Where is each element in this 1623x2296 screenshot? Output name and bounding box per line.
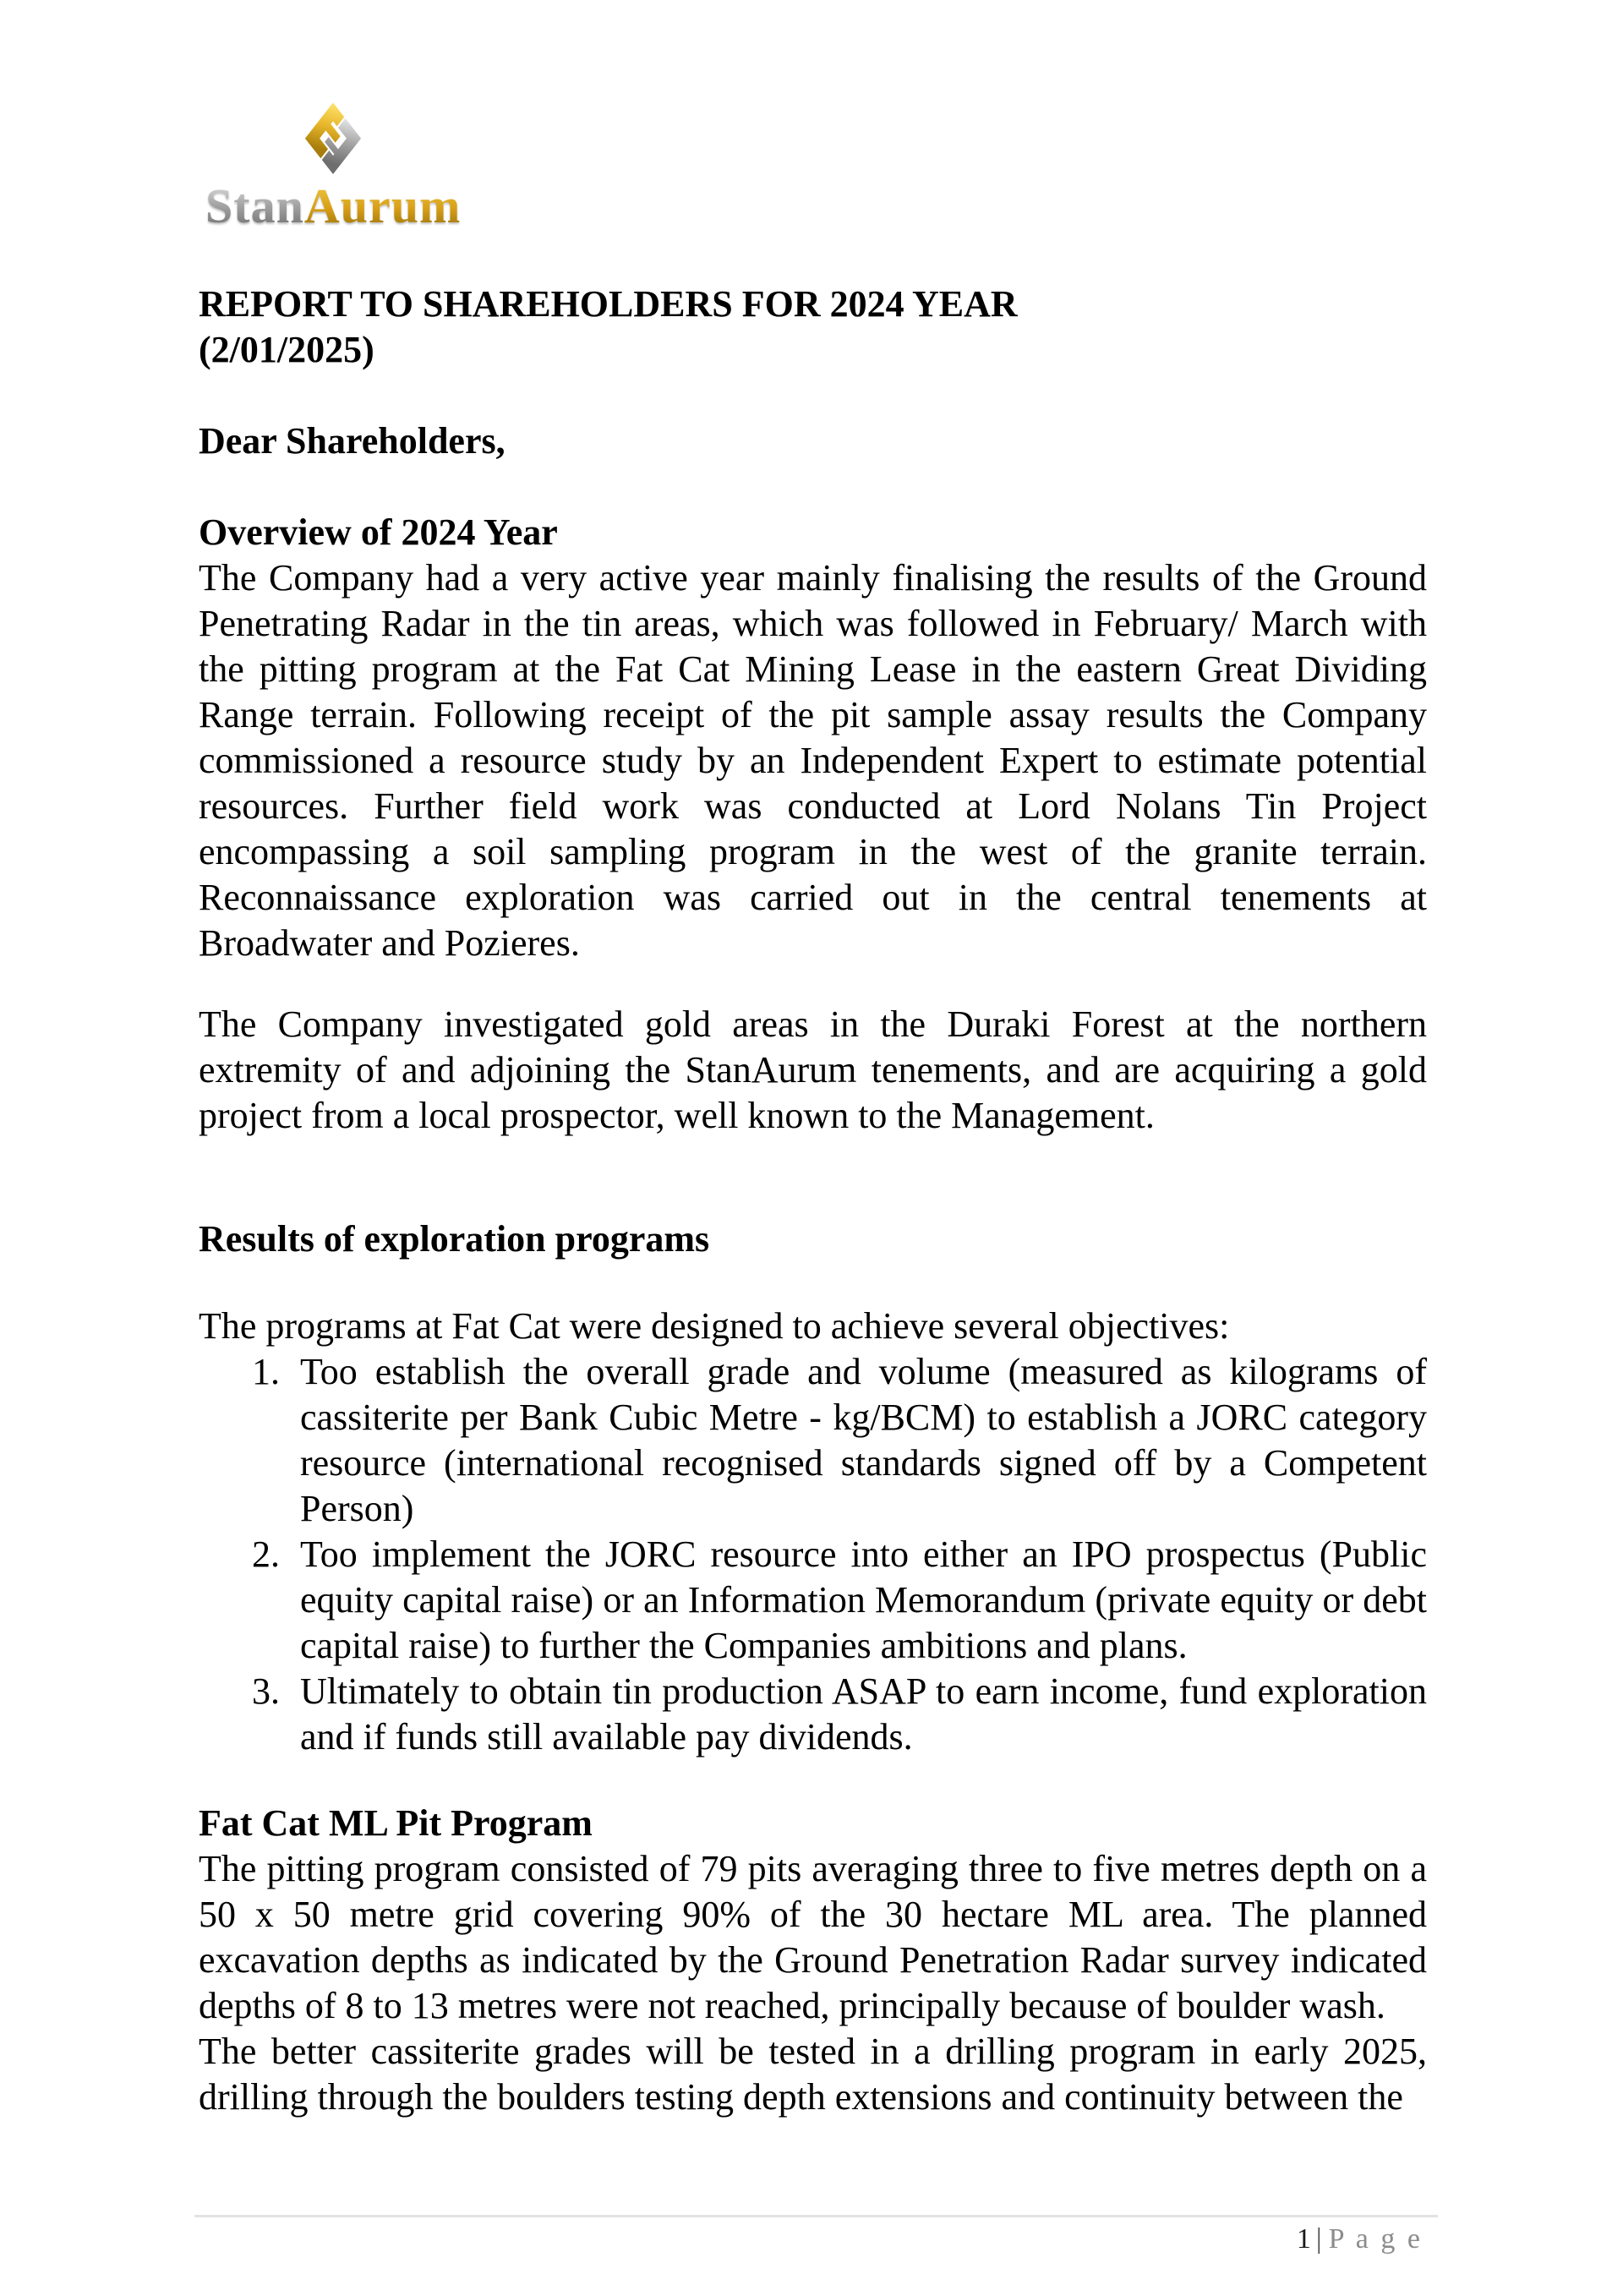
fatcat-paragraph-2: The better cassiterite grades will be tested in a drilling program in early 2025, drilling through the boulders testing depth extensions and continuity between the	[199, 2031, 1427, 2118]
footer-page-label: P a g e	[1328, 2223, 1423, 2255]
page-number: 1	[1296, 2223, 1311, 2255]
page-footer	[194, 2215, 1438, 2256]
report-date: (2/01/2025)	[199, 329, 374, 370]
objectives-intro: The programs at Fat Cat were designed to achieve several objectives:	[199, 1305, 1230, 1347]
company-logo	[205, 95, 1427, 233]
objective-item-2: Too implement the JORC resource into either an IPO prospectus (Public equity capital raise) or an Information Memorandum (private equity or debt capital raise) to further the Companies ambitions and plans.	[300, 1533, 1427, 1666]
overview-paragraph-1: The Company had a very active year mainly finalising the results of the Ground Penetrating Radar in the tin areas, which was followed in February/ March with the pitting program at the Fat Cat Mining Lease in the eastern Great Dividing Range terrain. Following receipt of the pit sample assay results the Company commissioned a resource study by an Independent Expert to estimate potential resources. Further field work was conducted at Lord Nolans Tin Project encompassing a soil sampling program in the west of the granite terrain. Reconnaissance exploration was carried out in the central tenements at Broadwater and Pozieres.	[199, 557, 1427, 964]
section-heading-overview: Overview of 2024 Year	[199, 511, 558, 553]
overview-paragraph-2: The Company investigated gold areas in the Duraki Forest at the northern extremity of and adjoining the StanAurum tenements, and are acquiring a gold project from a local prospector, well known to the Management.	[199, 1003, 1427, 1136]
brand-wordmark-aurum: Aurum	[303, 178, 462, 233]
brand-wordmark	[205, 178, 1427, 233]
section-heading-fatcat: Fat Cat ML Pit Program	[199, 1802, 593, 1844]
report-title: REPORT TO SHAREHOLDERS FOR 2024 YEAR	[199, 283, 1018, 325]
brand-wordmark-stan: Stan	[205, 178, 304, 233]
fatcat-paragraph-1: The pitting program consisted of 79 pits averaging three to five metres depth on a 50 x 50 metre grid covering 90% of the 30 hectare ML area. The planned excavation depths as indicated by the Ground Penetration Radar survey indicated depths of 8 to 13 metres were not reached, principally because of boulder wash.	[199, 1848, 1427, 2026]
salutation: Dear Shareholders,	[199, 420, 505, 462]
logo-diamond-icon	[298, 95, 368, 183]
objectives-list	[199, 1349, 1427, 1760]
objective-item-1: Too establish the overall grade and volume (measured as kilograms of cassiterite per Bank Cubic Metre - kg/BCM) to establish a JORC category resource (international recognised standards signed off by a Competent Person)	[300, 1351, 1427, 1529]
footer-separator: |	[1315, 2223, 1322, 2255]
objective-item-3: Ultimately to obtain tin production ASAP to earn income, fund exploration and if funds still available pay dividends.	[300, 1670, 1427, 1758]
section-heading-results: Results of exploration programs	[199, 1218, 710, 1260]
